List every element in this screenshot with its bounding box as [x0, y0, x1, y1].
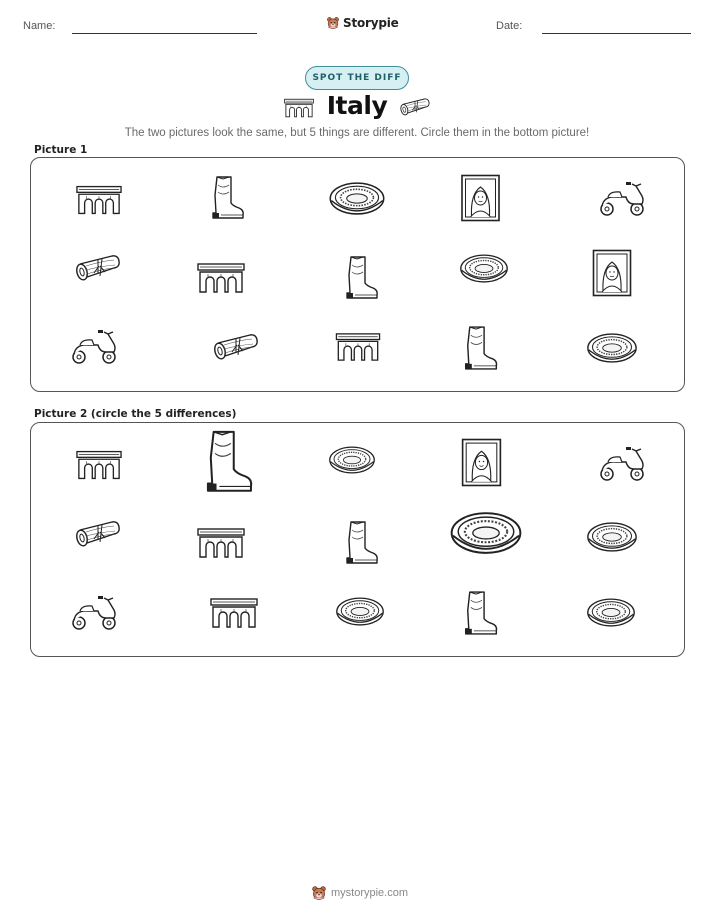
brand-logo — [326, 14, 399, 32]
colosseum-icon — [586, 330, 638, 366]
portrait-icon — [592, 248, 632, 298]
scooter-icon[interactable] — [598, 442, 646, 484]
aqueduct-icon — [76, 184, 122, 216]
aqueduct-icon[interactable] — [76, 449, 122, 481]
colosseum-icon[interactable] — [586, 595, 636, 630]
scooter-icon — [70, 325, 118, 367]
portrait-icon — [460, 174, 501, 222]
footer-site: mystorypie.com — [331, 887, 409, 899]
boot-icon — [341, 255, 381, 301]
colosseum-icon[interactable] — [586, 519, 638, 555]
colosseum-icon[interactable] — [328, 443, 376, 477]
scooter-icon[interactable] — [70, 591, 118, 633]
boot-icon — [207, 175, 247, 221]
boot-icon[interactable] — [459, 590, 501, 637]
scroll-icon — [74, 252, 122, 284]
colosseum-icon[interactable] — [449, 508, 523, 558]
aqueduct-icon[interactable] — [210, 597, 258, 629]
aqueduct-icon — [284, 98, 314, 118]
worksheet-title: Italy — [326, 91, 388, 120]
spot-the-diff-badge — [305, 66, 409, 90]
boot-icon[interactable] — [198, 429, 258, 495]
boot-icon[interactable] — [341, 520, 381, 566]
colosseum-icon — [459, 251, 509, 286]
footer — [311, 884, 408, 902]
picture-1-label: Picture 1 — [34, 144, 88, 156]
badge-label: SPOT THE DIFF — [312, 73, 402, 83]
scooter-icon — [598, 178, 646, 218]
scroll-icon[interactable] — [74, 518, 122, 550]
aqueduct-icon — [197, 262, 245, 294]
picture-2-label: Picture 2 (circle the 5 differences) — [34, 408, 237, 420]
brand-name: Storypie — [343, 16, 399, 30]
scroll-icon — [399, 96, 431, 118]
date-field-line[interactable] — [542, 33, 691, 34]
boot-icon — [459, 325, 501, 372]
name-field-line[interactable] — [72, 33, 257, 34]
colosseum-icon — [328, 180, 386, 217]
bear-icon — [326, 15, 340, 31]
bear-icon — [311, 884, 327, 902]
scroll-icon — [212, 331, 260, 363]
colosseum-icon[interactable] — [335, 594, 385, 629]
date-label: Date: — [496, 20, 523, 32]
instructions: The two pictures look the same, but 5 things are different. Circle them in the bottom picture! — [124, 127, 590, 139]
portrait-icon[interactable] — [461, 438, 502, 487]
name-label: Name: — [23, 20, 56, 32]
aqueduct-icon — [335, 332, 381, 362]
aqueduct-icon[interactable] — [197, 527, 245, 559]
